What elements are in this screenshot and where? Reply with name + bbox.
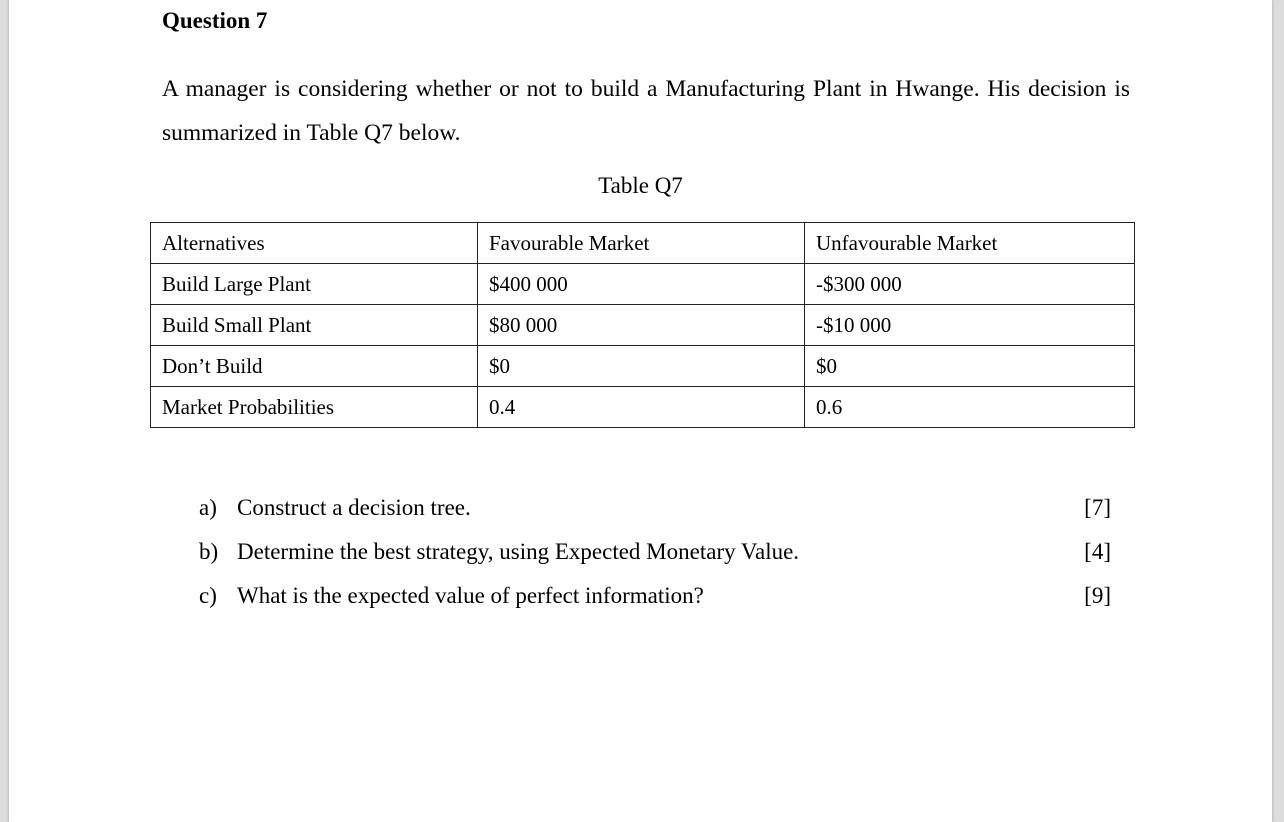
header-cell: Favourable Market — [478, 223, 805, 264]
table-cell: -$10 000 — [805, 305, 1135, 346]
task-text: Determine the best strategy, using Expected Monetary Value. — [237, 539, 800, 564]
table-row — [151, 346, 1135, 387]
task-item — [199, 574, 1111, 618]
table-cell: Market Probabilities — [151, 387, 478, 428]
table-cell: 0.4 — [478, 387, 805, 428]
header-cell: Unfavourable Market — [805, 223, 1135, 264]
table-row — [151, 264, 1135, 305]
document-page — [9, 0, 1272, 822]
table-cell: -$300 000 — [805, 264, 1135, 305]
table-row — [151, 387, 1135, 428]
question-title: Question 7 — [162, 8, 268, 33]
table-cell: Build Large Plant — [151, 264, 478, 305]
table-row — [151, 305, 1135, 346]
table-cell: $0 — [478, 346, 805, 387]
table-cell: Build Small Plant — [151, 305, 478, 346]
payoff-table — [150, 222, 1135, 428]
header-cell: Alternatives — [151, 223, 478, 264]
table-cell: $400 000 — [478, 264, 805, 305]
task-label: a) — [199, 495, 217, 520]
task-marks: [4] — [1084, 539, 1111, 564]
task-marks: [9] — [1084, 583, 1111, 608]
task-text: What is the expected value of perfect information? — [237, 583, 704, 608]
task-item — [199, 486, 1111, 530]
task-text: Construct a decision tree. — [237, 495, 471, 520]
table-cell: $80 000 — [478, 305, 805, 346]
table-header-row — [151, 223, 1135, 264]
task-label: b) — [199, 539, 219, 564]
task-label: c) — [199, 583, 217, 608]
table-caption: Table Q7 — [598, 173, 683, 198]
question-paragraph: A manager is considering whether or not to build a Manufacturing Plant in Hwange. His decision is summarized in Table Q7 below. — [162, 76, 1130, 146]
task-item — [199, 530, 1111, 574]
table-cell: $0 — [805, 346, 1135, 387]
table-cell: Don’t Build — [151, 346, 478, 387]
table-cell: 0.6 — [805, 387, 1135, 428]
task-list — [199, 486, 1111, 618]
task-marks: [7] — [1084, 495, 1111, 520]
